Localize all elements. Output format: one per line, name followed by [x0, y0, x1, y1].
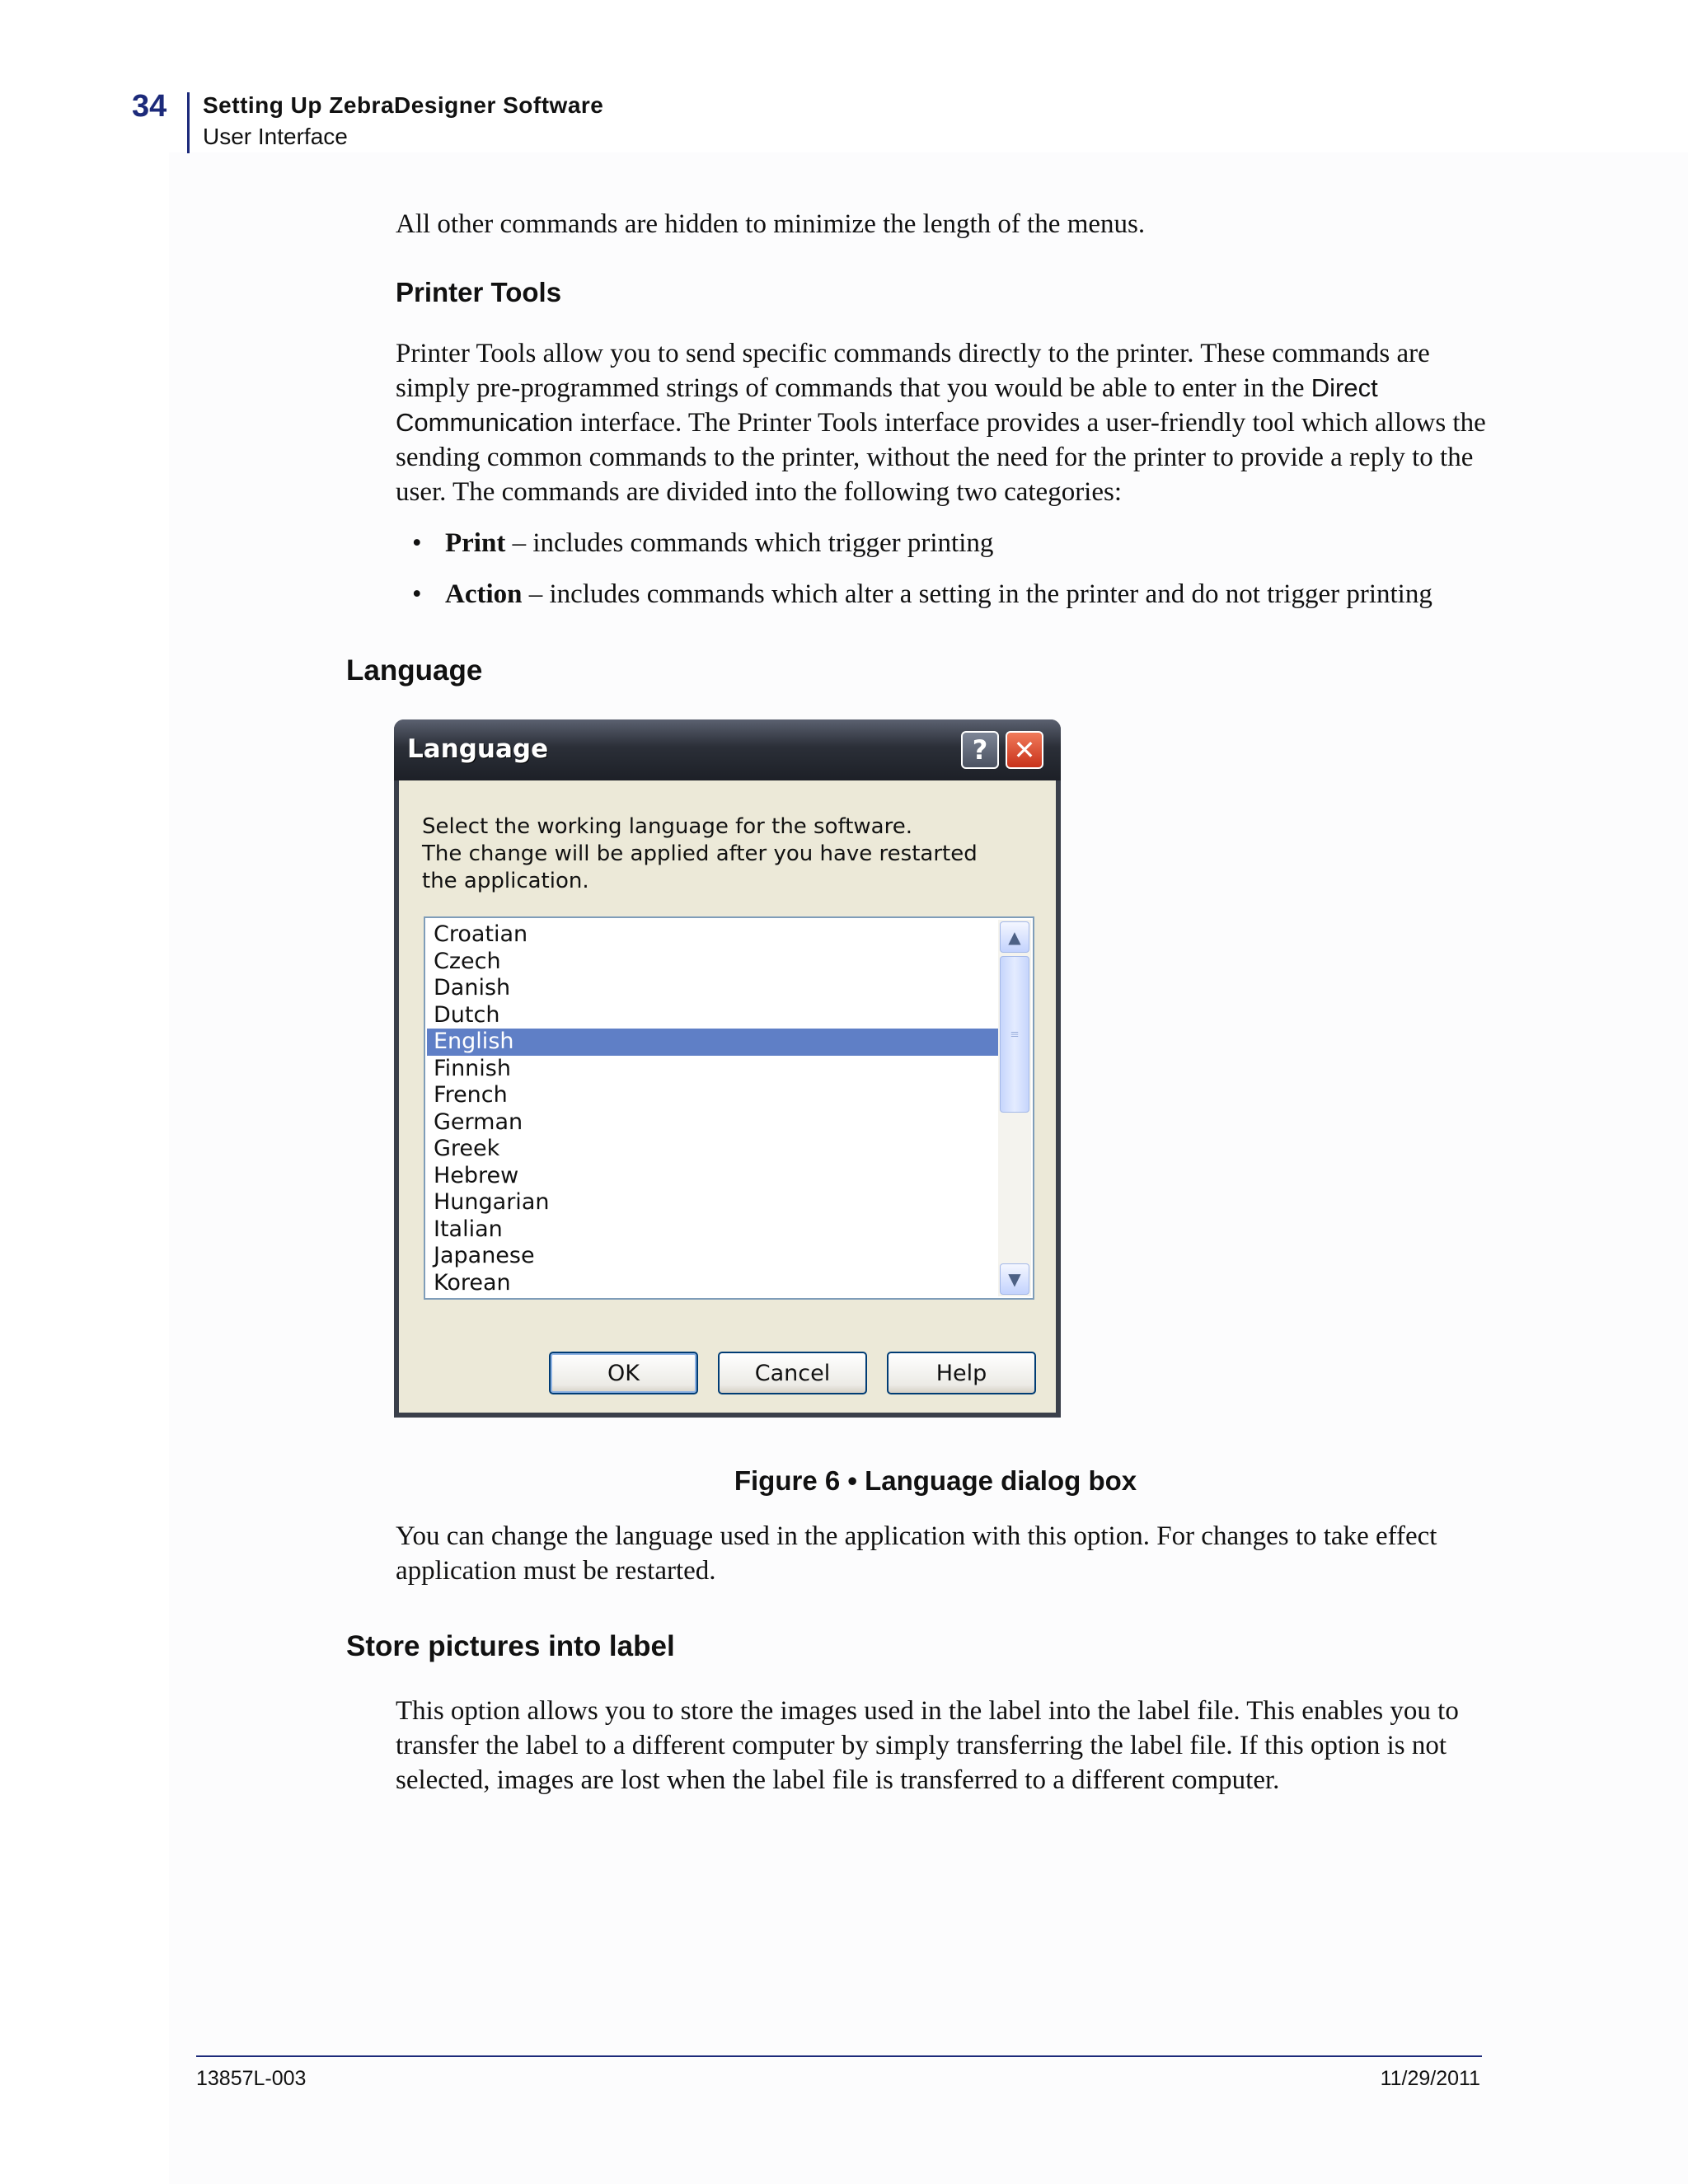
intro-paragraph: All other commands are hidden to minimize the length of the menus. — [396, 209, 1146, 239]
dialog-instructions — [422, 813, 1015, 895]
language-option[interactable]: Korean — [434, 1269, 511, 1296]
footer-divider — [196, 2055, 1482, 2057]
language-list — [427, 921, 999, 1296]
scroll-down-icon[interactable]: ▼ — [1000, 1263, 1029, 1295]
cancel-button[interactable]: Cancel — [718, 1352, 867, 1394]
dialog-client-area — [399, 780, 1056, 1413]
scrollbar-thumb[interactable]: ≡ — [1000, 956, 1029, 1113]
language-option[interactable]: Dutch — [434, 1001, 500, 1028]
figure-caption: Figure 6 • Language dialog box — [734, 1465, 1137, 1496]
language-option[interactable]: Finnish — [434, 1055, 511, 1081]
header-divider — [187, 92, 190, 153]
bullet-dot: • — [412, 528, 422, 558]
language-option[interactable]: Croatian — [434, 921, 528, 947]
store-pictures-heading: Store pictures into label — [346, 1630, 675, 1662]
language-option[interactable]: English — [427, 1029, 999, 1056]
bullet-text: – includes commands which trigger printing — [505, 528, 994, 558]
document-id: 13857L-003 — [196, 2067, 307, 2090]
language-option[interactable]: Czech — [434, 948, 501, 974]
printer-tools-text-2: interface. The Printer Tools interface provides a user-friendly tool which allows the sending common commands to the printer, without the need for the printer to provide a reply to the user. The commands are divided into the following two categories: — [396, 408, 1486, 507]
bullet-action — [412, 577, 1508, 612]
language-paragraph: You can change the language used in the application with this option. For changes to take effect application must be restarted. — [396, 1521, 1437, 1586]
close-icon[interactable]: ✕ — [1006, 731, 1043, 769]
language-option[interactable]: Hebrew — [434, 1162, 519, 1188]
language-listbox[interactable] — [424, 916, 1034, 1300]
language-option[interactable]: Hungarian — [434, 1189, 550, 1215]
language-option[interactable]: Greek — [434, 1136, 500, 1161]
language-option[interactable]: German — [434, 1108, 523, 1135]
direct-communication-term: Direct Communication — [396, 373, 1378, 437]
instruction-line-2: The change will be applied after you have restarted the application. — [422, 841, 978, 893]
dialog-titlebar[interactable] — [394, 719, 1061, 780]
printer-tools-paragraph — [396, 336, 1492, 509]
listbox-scrollbar[interactable] — [998, 920, 1031, 1296]
dialog-title: Language — [407, 734, 549, 764]
bullet-term: Print — [445, 528, 506, 558]
language-option[interactable]: French — [434, 1082, 508, 1108]
bullet-print — [412, 526, 1508, 560]
bullet-text: – includes commands which alter a setting in the printer and do not trigger printing — [522, 579, 1432, 609]
help-button[interactable]: Help — [887, 1352, 1036, 1394]
language-dialog — [394, 719, 1061, 1418]
printer-tools-heading: Printer Tools — [396, 277, 562, 307]
printer-tools-text-1: Printer Tools allow you to send specific commands directly to the printer. These commands are simply pre-programmed strings of commands that you would be able to enter in the — [396, 339, 1430, 403]
bullet-term: Action — [445, 579, 523, 609]
help-icon[interactable]: ? — [961, 731, 999, 769]
ok-button[interactable]: OK — [549, 1352, 698, 1394]
language-option[interactable]: Italian — [434, 1216, 503, 1242]
language-heading: Language — [346, 654, 483, 687]
scroll-up-icon[interactable]: ▲ — [1000, 921, 1029, 953]
store-pictures-paragraph: This option allows you to store the images used in the label into the label file. This enables you to transfer the label to a different computer by simply transferring the label file. If this option is not selected, images are lost when the label file is transferred to a different computer. — [396, 1696, 1459, 1795]
language-option[interactable]: Japanese — [434, 1243, 535, 1268]
language-option[interactable]: Danish — [434, 975, 511, 1001]
bullet-dot: • — [412, 579, 422, 609]
instruction-line-1: Select the working language for the software. — [422, 814, 912, 839]
section-subtitle: User Interface — [203, 124, 348, 149]
document-date: 11/29/2011 — [1380, 2067, 1480, 2090]
page-number: 34 — [132, 89, 167, 124]
chapter-title: Setting Up ZebraDesigner Software — [203, 92, 604, 118]
